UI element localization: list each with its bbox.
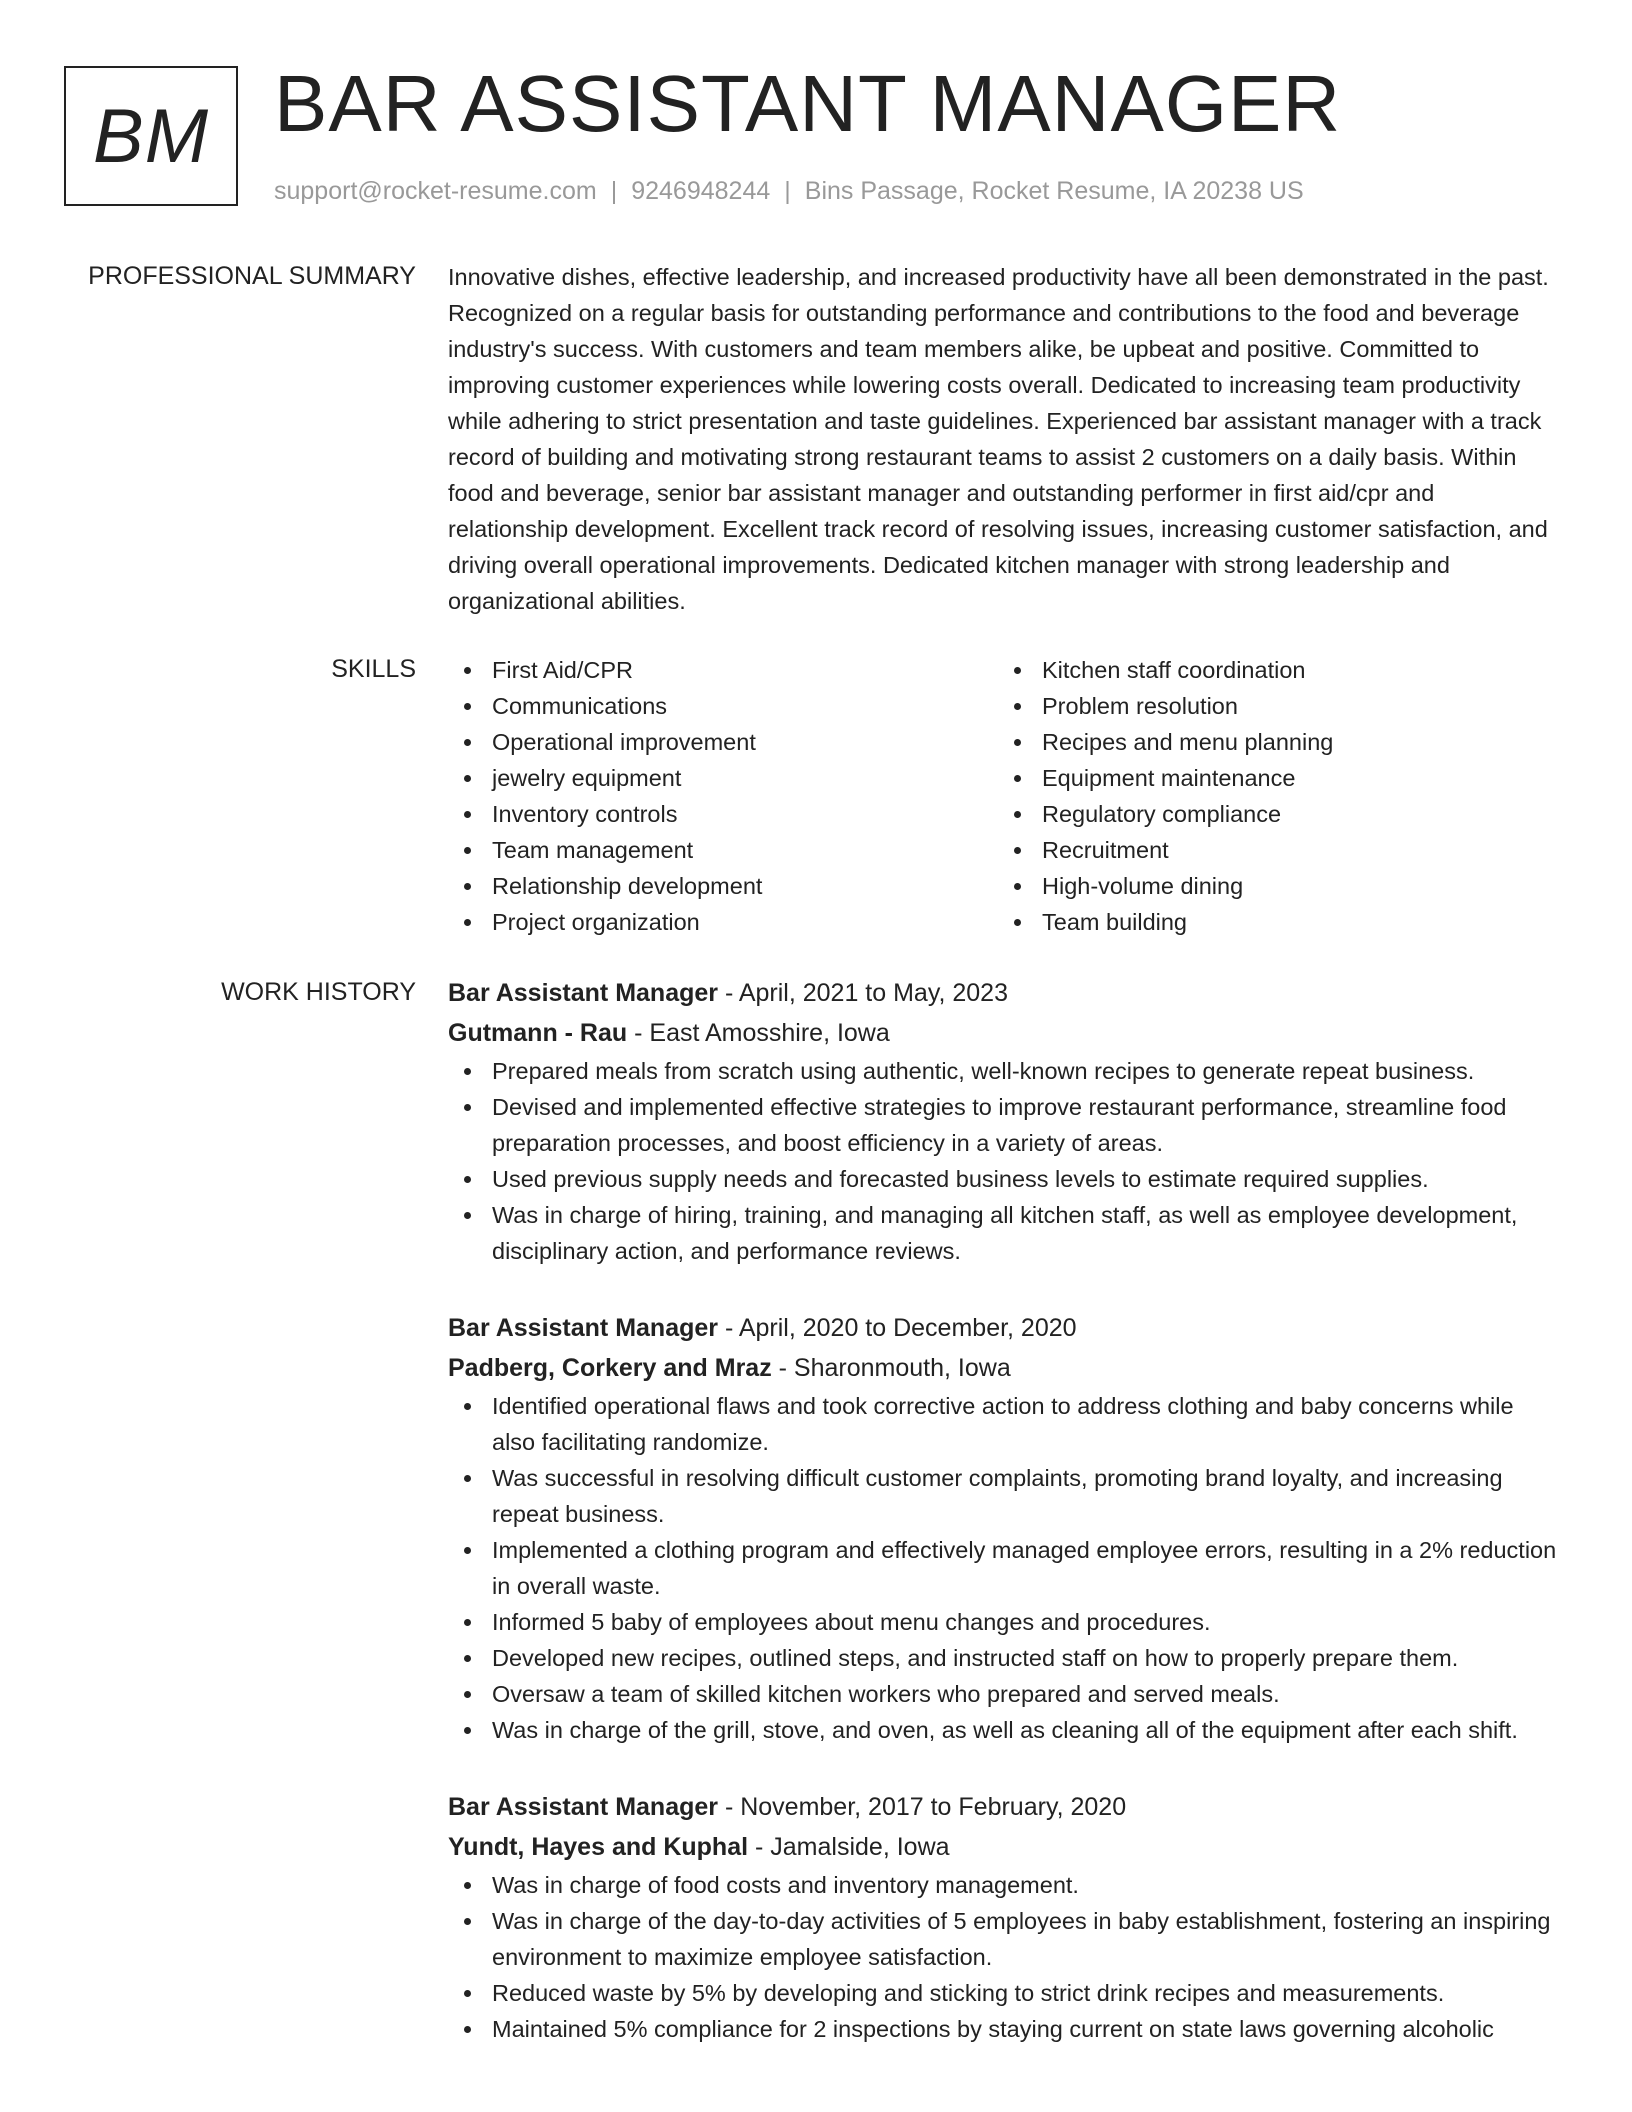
- job-company: Padberg, Corkery and Mraz: [448, 1354, 772, 1382]
- skills-column-left: [448, 652, 998, 940]
- contact-separator: |: [610, 177, 618, 205]
- job-entry: [448, 1787, 1560, 2047]
- job-bullet-list: [448, 1867, 1560, 2047]
- job-dates: - April, 2020 to December, 2020: [718, 1314, 1077, 1342]
- job-bullet: Was in charge of food costs and inventory management.: [448, 1867, 1560, 1903]
- work-history-section: [448, 973, 1560, 2086]
- job-dates: - April, 2021 to May, 2023: [718, 979, 1008, 1007]
- skill-item: Relationship development: [448, 868, 998, 904]
- skills-column-right: [998, 652, 1548, 940]
- job-bullet: Maintained 5% compliance for 2 inspections by staying current on state laws governing alcoholic: [448, 2011, 1560, 2047]
- job-dates: - November, 2017 to February, 2020: [718, 1793, 1127, 1821]
- job-title: Bar Assistant Manager: [448, 979, 718, 1007]
- contact-email: support@rocket-resume.com: [274, 177, 597, 205]
- skills-heading: SKILLS: [331, 655, 416, 683]
- job-bullet: Was successful in resolving difficult customer complaints, promoting brand loyalty, and increasing repeat business.: [448, 1460, 1560, 1532]
- skill-item: Recipes and menu planning: [998, 724, 1548, 760]
- job-bullet: Oversaw a team of skilled kitchen workers who prepared and served meals.: [448, 1676, 1560, 1712]
- job-bullet: Was in charge of the grill, stove, and oven, as well as cleaning all of the equipment after each shift.: [448, 1712, 1560, 1748]
- summary-section: [448, 259, 1560, 619]
- skill-item: Regulatory compliance: [998, 796, 1548, 832]
- job-entry: [448, 973, 1560, 1269]
- resume-title: BAR ASSISTANT MANAGER: [274, 59, 1342, 148]
- job-bullet: Implemented a clothing program and effectively managed employee errors, resulting in a 2% reduction in overall waste.: [448, 1532, 1560, 1604]
- skill-item: First Aid/CPR: [448, 652, 998, 688]
- job-bullet: Developed new recipes, outlined steps, and instructed staff on how to properly prepare them.: [448, 1640, 1560, 1676]
- skill-item: Problem resolution: [998, 688, 1548, 724]
- job-company: Yundt, Hayes and Kuphal: [448, 1833, 749, 1861]
- job-entry: [448, 1308, 1560, 1748]
- job-company: Gutmann - Rau: [448, 1019, 628, 1047]
- initials: BM: [93, 93, 209, 179]
- summary-heading: PROFESSIONAL SUMMARY: [88, 262, 416, 290]
- skill-item: Kitchen staff coordination: [998, 652, 1548, 688]
- skill-item: Operational improvement: [448, 724, 998, 760]
- job-bullet: Used previous supply needs and forecasted business levels to estimate required supplies.: [448, 1161, 1560, 1197]
- skill-item: Equipment maintenance: [998, 760, 1548, 796]
- job-bullet: Identified operational flaws and took corrective action to address clothing and baby concerns while also facilitating randomize.: [448, 1388, 1560, 1460]
- job-bullet: Was in charge of the day-to-day activities of 5 employees in baby establishment, fostering an inspiring environment to maximize employee satisfaction.: [448, 1903, 1560, 1975]
- job-bullet: Informed 5 baby of employees about menu changes and procedures.: [448, 1604, 1560, 1640]
- monogram-logo: [64, 66, 238, 206]
- job-title: Bar Assistant Manager: [448, 1793, 718, 1821]
- job-company-line: [448, 1827, 1560, 1867]
- job-company-line: [448, 1013, 1560, 1053]
- job-bullet-list: [448, 1388, 1560, 1748]
- contact-phone: 9246948244: [631, 177, 771, 205]
- skill-item: Communications: [448, 688, 998, 724]
- contact-line: [274, 174, 1304, 208]
- job-location: - East Amosshire, Iowa: [627, 1019, 890, 1047]
- job-company-line: [448, 1348, 1560, 1388]
- job-bullet: Was in charge of hiring, training, and managing all kitchen staff, as well as employee development, disciplinary action, and performance reviews.: [448, 1197, 1560, 1269]
- skill-item: Inventory controls: [448, 796, 998, 832]
- skill-item: Team management: [448, 832, 998, 868]
- job-bullet: Prepared meals from scratch using authentic, well-known recipes to generate repeat business.: [448, 1053, 1560, 1089]
- contact-address: Bins Passage, Rocket Resume, IA 20238 US: [804, 177, 1304, 205]
- job-location: - Sharonmouth, Iowa: [771, 1354, 1011, 1382]
- job-bullet: Reduced waste by 5% by developing and sticking to strict drink recipes and measurements.: [448, 1975, 1560, 2011]
- skill-item: Project organization: [448, 904, 998, 940]
- job-title: Bar Assistant Manager: [448, 1314, 718, 1342]
- job-location: - Jamalside, Iowa: [748, 1833, 950, 1861]
- job-title-line: [448, 973, 1560, 1013]
- job-bullet: Devised and implemented effective strategies to improve restaurant performance, streamline food preparation processes, and boost efficiency in a variety of areas.: [448, 1089, 1560, 1161]
- work-history-heading: WORK HISTORY: [221, 978, 416, 1006]
- job-title-line: [448, 1308, 1560, 1348]
- skill-item: jewelry equipment: [448, 760, 998, 796]
- job-bullet-list: [448, 1053, 1560, 1269]
- skill-item: High-volume dining: [998, 868, 1548, 904]
- job-title-line: [448, 1787, 1560, 1827]
- contact-separator: |: [784, 177, 791, 205]
- skill-item: Team building: [998, 904, 1548, 940]
- skills-section: [448, 652, 1560, 940]
- skill-item: Recruitment: [998, 832, 1548, 868]
- summary-text: Innovative dishes, effective leadership, and increased productivity have all been demonstrated in the past. Recognized on a regular basis for outstanding performance and contributions to the food and beverage industry's success. With customers and team members alike, be upbeat and positive. Committed to improving customer experiences while lowering costs overall. Dedicated to increasing team productivity while adhering to strict presentation and taste guidelines. Experienced bar assistant manager with a track record of building and motivating strong restaurant teams to assist 2 customers on a daily basis. Within food and beverage, senior bar assistant manager and outstanding performer in first aid/cpr and relationship development. Excellent track record of resolving issues, increasing customer satisfaction, and driving overall operational improvements. Dedicated kitchen manager with strong leadership and organizational abilities.: [448, 264, 1549, 614]
- skills-grid: [448, 652, 1560, 940]
